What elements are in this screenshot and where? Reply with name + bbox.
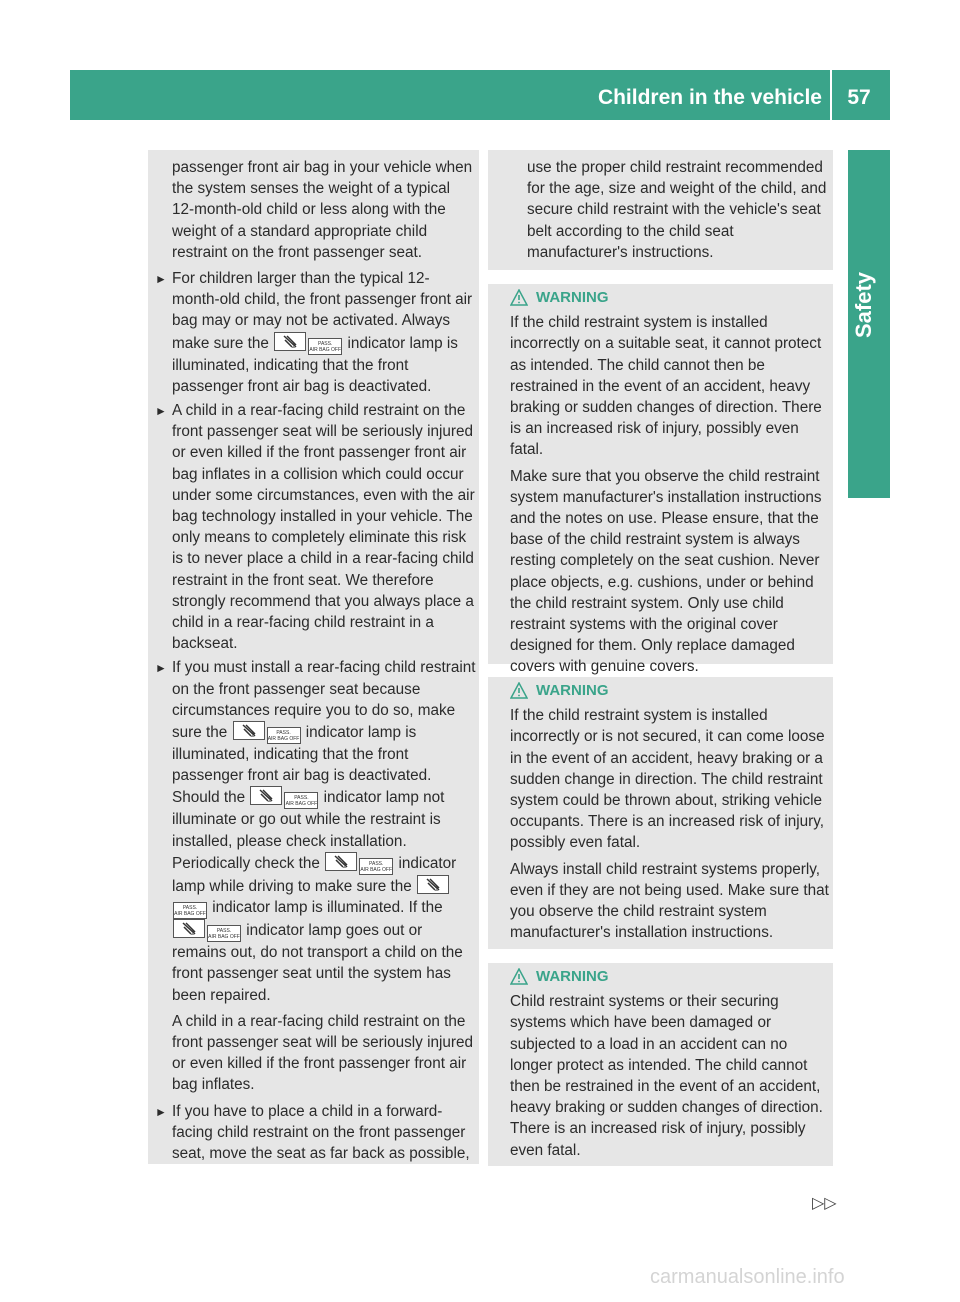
list-item: ► A child in a rear-facing child restraint on the front passenger seat will be seriously injured or even killed if the front passenger front air bag inflates in a collision which could occur under some circumstances, even with the air bag technology installed in your vehicle. The only means to completely eliminate this risk is to never place a child in a rear-facing child restraint in the front seat. We therefore strongly recommend that you always place a child in a rear-facing child restraint in a backseat. xyxy=(155,402,475,653)
warning-triangle-icon xyxy=(510,682,528,699)
warning-heading: WARNING xyxy=(510,287,830,308)
watermark: carmanualsonline.info xyxy=(650,1266,845,1288)
child-seat-symbol-icon xyxy=(233,721,265,740)
list-item: ► If you have to place a child in a forward-facing child restraint on the front passenger seat, move the seat as far back as possible, xyxy=(155,1102,470,1162)
svg-text:2: 2 xyxy=(292,343,296,349)
warning-paragraph: Make sure that you observe the child restraint system manufacturer's installation instructions and the notes on use. Please ensure, that the base of the child restraint system is always resting completely on the seat cushion. Never place objects, e.g. cushions, under or behind the child restraint system. Only use child restraint systems with the original cover designed for them. Only replace damaged covers with genuine covers. xyxy=(510,467,822,676)
warning-paragraph: Child restraint systems or their securing systems which have been damaged or subjected to a load in an accident can no longer protect as intended. The child cannot then be restrained in the event of an accident, heavy braking or sudden changes of direction. There is an increased risk of injury, possibly even fatal. xyxy=(510,993,823,1159)
list-item: ► If you must install a rear-facing child restraint on the front passenger seat because circumstances require you to do so, make sure the 2 PASS. AIR BAG OFF indicator lamp is illuminated, indicating that the front passenger front air bag is deactivated. Should the 2 PASS. AIR BAG OFF indicator lamp not illuminate or go out while the restraint is installed, please check installation. Periodically check the 2 PASS. AIR BAG OFF indicator lamp while driving to make sure the 2 PASS. AIR BAG OFF indicator lamp is illuminated. If the 2 PASS. AIR BAG OFF indicator lamp goes out or remains out, do not transport a child on the front passenger seat until the system has been repaired. A child in a rear-facing child restraint on the front passenger seat will be seriously injured or even killed if the front passenger front air bag inflates. xyxy=(154,657,476,1095)
pass-airbag-off-indicator-icon: PASS. AIR BAG OFF xyxy=(284,792,318,809)
child-seat-symbol-icon xyxy=(274,332,306,351)
warning-heading: WARNING xyxy=(510,680,830,701)
section-tab-label: Safety xyxy=(851,271,876,338)
list-item-paragraph: A child in a rear-facing child restraint on the front passenger seat will be seriously injured or even killed if the front passenger front air bag inflates. xyxy=(172,1012,473,1094)
bullet-icon: ► xyxy=(155,661,167,676)
warning-heading: WARNING xyxy=(510,966,830,987)
left-column-text xyxy=(154,157,476,1167)
bullet-icon: ► xyxy=(155,1104,167,1119)
warning-1-content xyxy=(510,287,830,683)
pass-airbag-off-indicator-icon: PASS. AIR BAG OFF xyxy=(173,902,207,919)
page-title: Children in the vehicle xyxy=(597,86,822,109)
intro-paragraph: passenger front air bag in your vehicle when the system senses the weight of a typical 12-month-old child or less along with the weight of a standard appropriate child restraint on the front passenger seat. xyxy=(172,159,473,261)
double-arrow-continue-icon: ▷▷ xyxy=(812,1195,837,1212)
child-seat-symbol-icon xyxy=(325,852,357,871)
svg-text:2: 2 xyxy=(191,931,195,937)
svg-text:2: 2 xyxy=(268,798,272,804)
child-seat-symbol-icon xyxy=(417,875,449,894)
child-seat-symbol-icon xyxy=(250,786,282,805)
list-item: ► For children larger than the typical 12-month-old child, the front passenger front air bag may or may not be activated. Always make sure the 2 PASS. AIR BAG OFF indicator lamp is illuminated, indicating that the front passenger front air bag is deactivated. xyxy=(155,270,473,395)
warning-2-content xyxy=(510,680,830,948)
pass-airbag-off-indicator-icon: PASS. AIR BAG OFF xyxy=(267,727,301,744)
bullet-icon: ► xyxy=(155,272,167,287)
svg-text:2: 2 xyxy=(435,886,439,892)
pass-airbag-off-indicator-icon: PASS. AIR BAG OFF xyxy=(359,858,393,875)
pass-airbag-off-indicator-icon: PASS. AIR BAG OFF xyxy=(308,338,342,355)
warning-triangle-icon xyxy=(510,968,528,985)
warning-paragraph: If the child restraint system is installed incorrectly on a suitable seat, it cannot protect as intended. The child cannot then be restrained in the event of an accident, heavy braking or sudden changes of direction. There is an increased risk of injury, possibly even fatal. xyxy=(510,314,822,459)
page-number: 57 xyxy=(847,86,871,109)
svg-text:2: 2 xyxy=(343,863,347,869)
pass-airbag-off-indicator-icon: PASS. AIR BAG OFF xyxy=(207,925,241,942)
warning-triangle-icon xyxy=(510,289,528,306)
warning-3-content xyxy=(510,966,830,1166)
right-continuation-text: use the proper child restraint recommended for the age, size and weight of the child, and secure child restraint with the vehicle's seat belt according to the child seat manufacturer's instructions. xyxy=(527,159,827,261)
svg-text:2: 2 xyxy=(250,733,254,739)
header-divider xyxy=(830,70,832,120)
warning-paragraph: Always install child restraint systems properly, even if they are not being used. Make sure that you observe the child restraint system manufacturer's installation instructions. xyxy=(510,860,829,942)
bullet-icon: ► xyxy=(155,404,167,419)
warning-paragraph: If the child restraint system is installed incorrectly or is not secured, it can come loose in the event of an accident, heavy braking or a sudden change in direction. The child restraint system could be thrown about, striking vehicle occupants. There is an increased risk of injury, possibly even fatal. xyxy=(510,707,825,852)
child-seat-symbol-icon xyxy=(173,919,205,938)
